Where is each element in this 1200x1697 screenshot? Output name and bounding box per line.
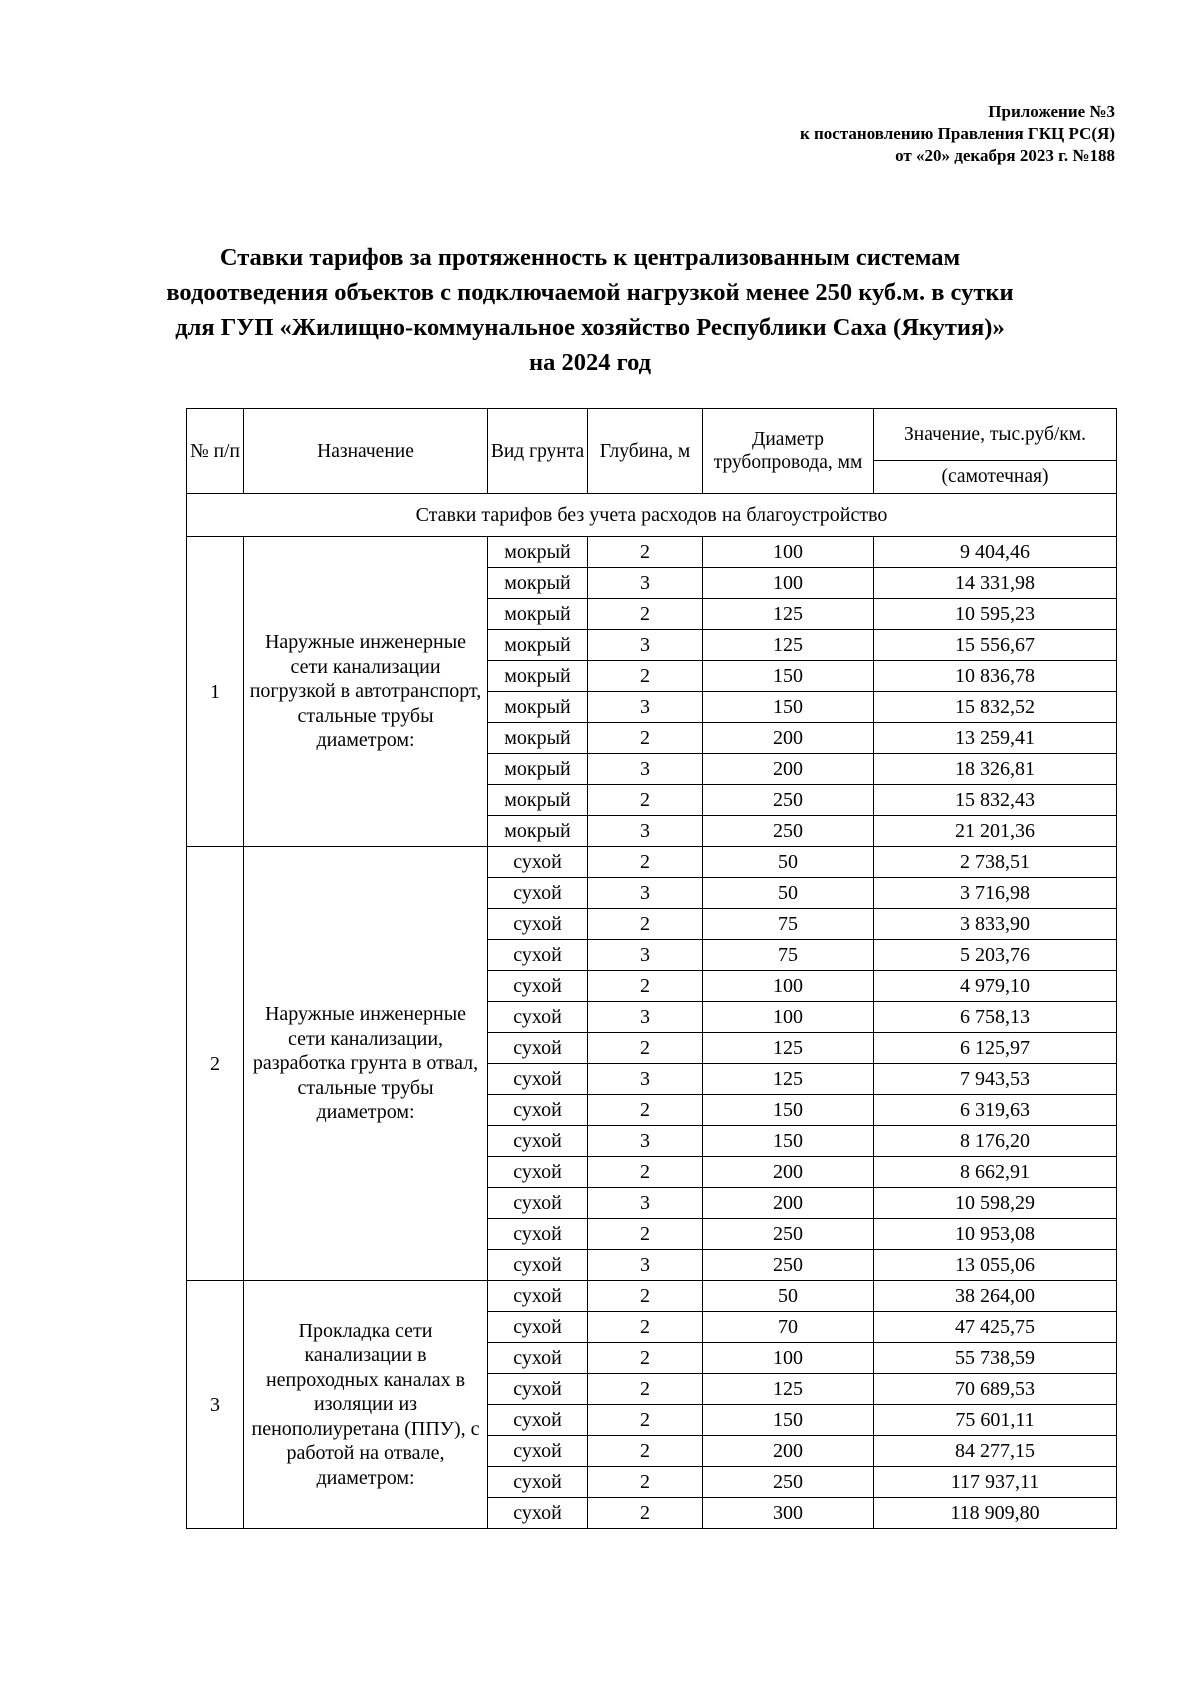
- cell-diameter: 200: [703, 1436, 874, 1467]
- cell-diameter: 100: [703, 568, 874, 599]
- cell-soil: сухой: [488, 1095, 588, 1126]
- cell-diameter: 150: [703, 1405, 874, 1436]
- cell-value: 8 176,20: [874, 1126, 1117, 1157]
- cell-diameter: 250: [703, 1219, 874, 1250]
- cell-diameter: 250: [703, 816, 874, 847]
- cell-soil: сухой: [488, 1312, 588, 1343]
- cell-diameter: 250: [703, 1467, 874, 1498]
- cell-depth: 2: [588, 1219, 703, 1250]
- cell-diameter: 250: [703, 785, 874, 816]
- header-soil: Вид грунта: [488, 409, 588, 494]
- header-value: Значение, тыс.руб/км.: [874, 409, 1117, 461]
- table-row: [187, 847, 1117, 878]
- cell-soil: мокрый: [488, 816, 588, 847]
- appendix-number: Приложение №3: [988, 102, 1115, 121]
- cell-soil: сухой: [488, 1467, 588, 1498]
- section-title: Ставки тарифов без учета расходов на благоустройство: [187, 494, 1117, 537]
- header-diameter: Диаметр трубопровода, мм: [703, 409, 874, 494]
- cell-diameter: 150: [703, 692, 874, 723]
- cell-soil: сухой: [488, 878, 588, 909]
- cell-depth: 3: [588, 754, 703, 785]
- cell-depth: 2: [588, 847, 703, 878]
- cell-value: 14 331,98: [874, 568, 1117, 599]
- cell-soil: сухой: [488, 1188, 588, 1219]
- cell-diameter: 125: [703, 599, 874, 630]
- title-line-1: Ставки тарифов за протяженность к централизованным системам: [219, 244, 961, 271]
- cell-value: 117 937,11: [874, 1467, 1117, 1498]
- cell-depth: 2: [588, 1374, 703, 1405]
- cell-depth: 2: [588, 1281, 703, 1312]
- cell-soil: сухой: [488, 1405, 588, 1436]
- cell-diameter: 100: [703, 537, 874, 568]
- cell-diameter: 50: [703, 1281, 874, 1312]
- cell-value: 47 425,75: [874, 1312, 1117, 1343]
- cell-value: 2 738,51: [874, 847, 1117, 878]
- cell-soil: сухой: [488, 1281, 588, 1312]
- tariff-table: [186, 408, 1117, 1529]
- cell-depth: 3: [588, 1126, 703, 1157]
- header-depth: Глубина, м: [588, 409, 703, 494]
- table-row: [187, 537, 1117, 568]
- cell-diameter: 50: [703, 878, 874, 909]
- cell-diameter: 70: [703, 1312, 874, 1343]
- cell-soil: сухой: [488, 1033, 588, 1064]
- cell-depth: 2: [588, 909, 703, 940]
- cell-depth: 3: [588, 1250, 703, 1281]
- cell-soil: сухой: [488, 847, 588, 878]
- cell-diameter: 150: [703, 1126, 874, 1157]
- cell-depth: 2: [588, 661, 703, 692]
- title-line-2: водоотведения объектов с подключаемой нагрузкой менее 250 куб.м. в сутки: [166, 279, 1014, 306]
- cell-soil: сухой: [488, 909, 588, 940]
- cell-value: 3 833,90: [874, 909, 1117, 940]
- cell-value: 70 689,53: [874, 1374, 1117, 1405]
- appendix-header: [800, 101, 1115, 167]
- cell-value: 10 595,23: [874, 599, 1117, 630]
- cell-soil: сухой: [488, 971, 588, 1002]
- cell-value: 6 758,13: [874, 1002, 1117, 1033]
- cell-diameter: 250: [703, 1250, 874, 1281]
- cell-value: 6 319,63: [874, 1095, 1117, 1126]
- title-line-3: для ГУП «Жилищно-коммунальное хозяйство Республики Саха (Якутия)»: [175, 314, 1005, 341]
- cell-depth: 2: [588, 599, 703, 630]
- cell-diameter: 50: [703, 847, 874, 878]
- header-purpose: Назначение: [244, 409, 488, 494]
- cell-depth: 2: [588, 1312, 703, 1343]
- cell-soil: сухой: [488, 940, 588, 971]
- cell-depth: 2: [588, 1157, 703, 1188]
- cell-value: 55 738,59: [874, 1343, 1117, 1374]
- cell-value: 8 662,91: [874, 1157, 1117, 1188]
- cell-depth: 2: [588, 1343, 703, 1374]
- cell-soil: мокрый: [488, 661, 588, 692]
- cell-diameter: 200: [703, 723, 874, 754]
- cell-depth: 3: [588, 630, 703, 661]
- cell-soil: сухой: [488, 1498, 588, 1529]
- cell-soil: сухой: [488, 1436, 588, 1467]
- cell-value: 10 836,78: [874, 661, 1117, 692]
- cell-diameter: 300: [703, 1498, 874, 1529]
- section-row: [187, 494, 1117, 537]
- cell-soil: сухой: [488, 1250, 588, 1281]
- cell-value: 13 259,41: [874, 723, 1117, 754]
- cell-value: 118 909,80: [874, 1498, 1117, 1529]
- cell-diameter: 100: [703, 1343, 874, 1374]
- cell-soil: сухой: [488, 1219, 588, 1250]
- cell-value: 13 055,06: [874, 1250, 1117, 1281]
- cell-depth: 3: [588, 1064, 703, 1095]
- cell-soil: мокрый: [488, 692, 588, 723]
- document-title: [120, 240, 1060, 380]
- cell-depth: 3: [588, 692, 703, 723]
- cell-depth: 2: [588, 1436, 703, 1467]
- cell-depth: 3: [588, 878, 703, 909]
- cell-soil: мокрый: [488, 723, 588, 754]
- cell-diameter: 150: [703, 1095, 874, 1126]
- cell-depth: 2: [588, 1467, 703, 1498]
- cell-value: 7 943,53: [874, 1064, 1117, 1095]
- cell-depth: 3: [588, 1002, 703, 1033]
- cell-soil: сухой: [488, 1126, 588, 1157]
- cell-diameter: 150: [703, 661, 874, 692]
- cell-soil: мокрый: [488, 568, 588, 599]
- title-line-4: на 2024 год: [528, 349, 652, 376]
- cell-value: 38 264,00: [874, 1281, 1117, 1312]
- cell-depth: 2: [588, 971, 703, 1002]
- appendix-resolution: к постановлению Правления ГКЦ РС(Я): [799, 124, 1115, 143]
- group-number: 2: [187, 847, 244, 1281]
- cell-depth: 3: [588, 816, 703, 847]
- cell-value: 5 203,76: [874, 940, 1117, 971]
- header-num: № п/п: [187, 409, 244, 494]
- cell-depth: 2: [588, 1498, 703, 1529]
- table-row: [187, 1281, 1117, 1312]
- cell-diameter: 200: [703, 1188, 874, 1219]
- cell-soil: мокрый: [488, 785, 588, 816]
- cell-value: 10 953,08: [874, 1219, 1117, 1250]
- cell-value: 21 201,36: [874, 816, 1117, 847]
- tariff-table-body: [187, 409, 1117, 1529]
- cell-diameter: 125: [703, 1033, 874, 1064]
- cell-soil: сухой: [488, 1343, 588, 1374]
- group-purpose: Наружные инженерные сети канализации, разработка грунта в отвал, стальные трубы диаметром:: [244, 847, 488, 1281]
- cell-diameter: 100: [703, 1002, 874, 1033]
- cell-depth: 2: [588, 785, 703, 816]
- cell-diameter: 125: [703, 1064, 874, 1095]
- cell-value: 15 556,67: [874, 630, 1117, 661]
- cell-soil: мокрый: [488, 630, 588, 661]
- cell-diameter: 125: [703, 1374, 874, 1405]
- cell-diameter: 125: [703, 630, 874, 661]
- cell-diameter: 200: [703, 1157, 874, 1188]
- cell-diameter: 100: [703, 971, 874, 1002]
- cell-soil: мокрый: [488, 537, 588, 568]
- cell-value: 15 832,43: [874, 785, 1117, 816]
- cell-depth: 2: [588, 1033, 703, 1064]
- cell-depth: 2: [588, 1405, 703, 1436]
- cell-soil: сухой: [488, 1157, 588, 1188]
- cell-value: 84 277,15: [874, 1436, 1117, 1467]
- cell-value: 18 326,81: [874, 754, 1117, 785]
- cell-diameter: 200: [703, 754, 874, 785]
- cell-depth: 2: [588, 1095, 703, 1126]
- cell-soil: мокрый: [488, 754, 588, 785]
- cell-soil: сухой: [488, 1002, 588, 1033]
- header-value-sub: (самотечная): [874, 460, 1117, 493]
- cell-soil: сухой: [488, 1374, 588, 1405]
- cell-depth: 2: [588, 723, 703, 754]
- appendix-date: от «20» декабря 2023 г. №188: [895, 146, 1115, 165]
- cell-depth: 2: [588, 537, 703, 568]
- cell-soil: мокрый: [488, 599, 588, 630]
- group-number: 1: [187, 537, 244, 847]
- cell-diameter: 75: [703, 940, 874, 971]
- cell-value: 15 832,52: [874, 692, 1117, 723]
- cell-soil: сухой: [488, 1064, 588, 1095]
- cell-value: 10 598,29: [874, 1188, 1117, 1219]
- group-purpose: Прокладка сети канализации в непроходных каналах в изоляции из пенополиуретана (ППУ), с работой на отвале, диаметром:: [244, 1281, 488, 1529]
- cell-depth: 3: [588, 940, 703, 971]
- group-number: 3: [187, 1281, 244, 1529]
- cell-diameter: 75: [703, 909, 874, 940]
- cell-value: 75 601,11: [874, 1405, 1117, 1436]
- group-purpose: Наружные инженерные сети канализации погрузкой в автотранспорт, стальные трубы диаметром:: [244, 537, 488, 847]
- cell-depth: 3: [588, 568, 703, 599]
- cell-depth: 3: [588, 1188, 703, 1219]
- cell-value: 9 404,46: [874, 537, 1117, 568]
- cell-value: 4 979,10: [874, 971, 1117, 1002]
- cell-value: 3 716,98: [874, 878, 1117, 909]
- cell-value: 6 125,97: [874, 1033, 1117, 1064]
- table-header-row: [187, 409, 1117, 461]
